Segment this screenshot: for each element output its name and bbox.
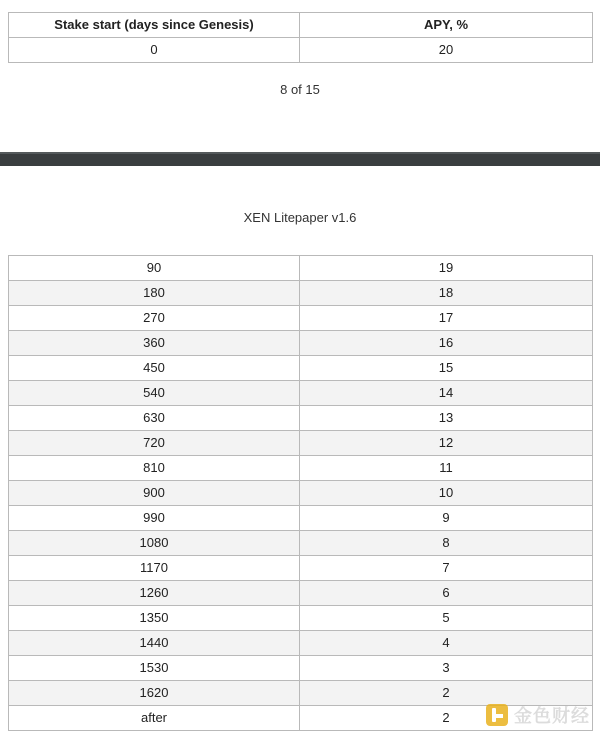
watermark-logo-icon bbox=[486, 704, 508, 726]
table-row bbox=[9, 281, 593, 306]
table-row bbox=[9, 581, 593, 606]
cell-stake-start: 1620 bbox=[9, 681, 300, 706]
table-row bbox=[9, 256, 593, 281]
cell-stake-start: 630 bbox=[9, 406, 300, 431]
cell-stake-start: 90 bbox=[9, 256, 300, 281]
cell-apy: 15 bbox=[300, 356, 593, 381]
cell-stake-start: 990 bbox=[9, 506, 300, 531]
cell-stake-start: 1350 bbox=[9, 606, 300, 631]
watermark bbox=[486, 702, 590, 728]
table-row bbox=[9, 38, 593, 63]
table-row bbox=[9, 506, 593, 531]
page-number: 8 of 15 bbox=[280, 82, 320, 97]
table-row bbox=[9, 306, 593, 331]
page-8-bottom bbox=[0, 0, 600, 152]
apy-table-header-section bbox=[8, 12, 593, 63]
cell-stake-start: 180 bbox=[9, 281, 300, 306]
cell-apy: 20 bbox=[300, 38, 593, 63]
watermark-text: 金色财经 bbox=[514, 706, 590, 726]
cell-stake-start: 1170 bbox=[9, 556, 300, 581]
cell-stake-start: 0 bbox=[9, 38, 300, 63]
table-row bbox=[9, 556, 593, 581]
table-header-row bbox=[9, 13, 593, 38]
cell-apy: 14 bbox=[300, 381, 593, 406]
cell-stake-start: 1440 bbox=[9, 631, 300, 656]
cell-apy: 2 bbox=[300, 681, 593, 706]
cell-apy: 6 bbox=[300, 581, 593, 606]
cell-apy: 16 bbox=[300, 331, 593, 356]
cell-apy: 3 bbox=[300, 656, 593, 681]
cell-apy: 19 bbox=[300, 256, 593, 281]
cell-stake-start: 540 bbox=[9, 381, 300, 406]
cell-apy: 9 bbox=[300, 506, 593, 531]
table-row bbox=[9, 631, 593, 656]
cell-stake-start: 720 bbox=[9, 431, 300, 456]
table-row bbox=[9, 606, 593, 631]
table-row bbox=[9, 481, 593, 506]
cell-apy: 2 bbox=[300, 706, 593, 731]
cell-apy: 13 bbox=[300, 406, 593, 431]
cell-apy: 18 bbox=[300, 281, 593, 306]
table-row bbox=[9, 456, 593, 481]
table-row bbox=[9, 406, 593, 431]
table-row bbox=[9, 431, 593, 456]
cell-stake-start: 450 bbox=[9, 356, 300, 381]
cell-stake-start: 1260 bbox=[9, 581, 300, 606]
table-row bbox=[9, 331, 593, 356]
header-stake-start: Stake start (days since Genesis) bbox=[9, 13, 300, 38]
cell-apy: 8 bbox=[300, 531, 593, 556]
cell-stake-start: 900 bbox=[9, 481, 300, 506]
cell-apy: 7 bbox=[300, 556, 593, 581]
cell-stake-start: 1530 bbox=[9, 656, 300, 681]
table-row bbox=[9, 531, 593, 556]
cell-stake-start: 270 bbox=[9, 306, 300, 331]
cell-apy: 12 bbox=[300, 431, 593, 456]
header-apy: APY, % bbox=[300, 13, 593, 38]
page-separator bbox=[0, 152, 600, 166]
cell-apy: 17 bbox=[300, 306, 593, 331]
cell-stake-start: after bbox=[9, 706, 300, 731]
apy-table bbox=[8, 255, 593, 731]
cell-apy: 5 bbox=[300, 606, 593, 631]
cell-apy: 10 bbox=[300, 481, 593, 506]
table-row bbox=[9, 356, 593, 381]
cell-stake-start: 1080 bbox=[9, 531, 300, 556]
cell-stake-start: 360 bbox=[9, 331, 300, 356]
cell-stake-start: 810 bbox=[9, 456, 300, 481]
page-title: XEN Litepaper v1.6 bbox=[243, 210, 357, 225]
cell-apy: 4 bbox=[300, 631, 593, 656]
table-row bbox=[9, 381, 593, 406]
cell-apy: 11 bbox=[300, 456, 593, 481]
table-row bbox=[9, 656, 593, 681]
